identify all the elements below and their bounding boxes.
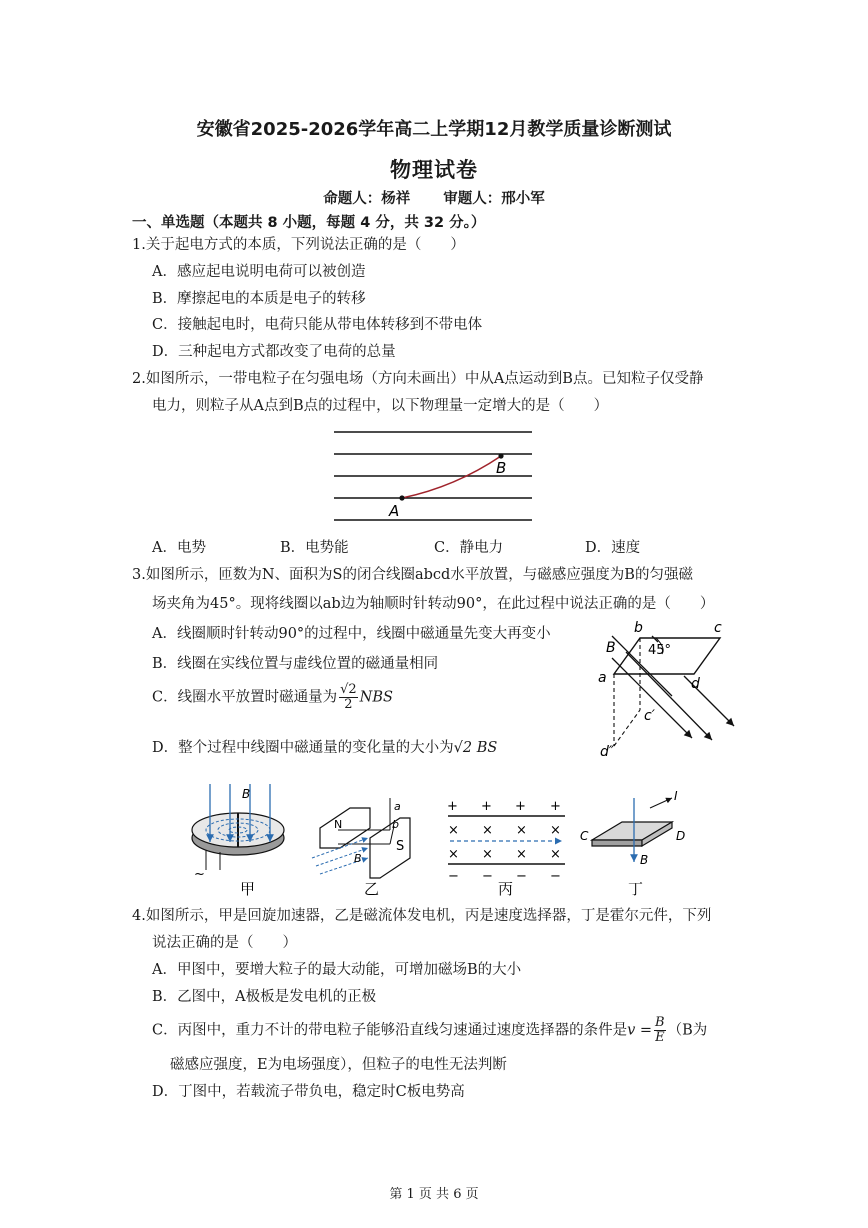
q3-option-c-fraction	[339, 683, 358, 712]
hall-element-figure	[580, 789, 685, 867]
vertex-c-label: c	[714, 620, 722, 636]
svg-text:−: −	[516, 869, 527, 884]
q1-option-d: D．三种起电方式都改变了电荷的总量	[152, 344, 396, 360]
q3-stem-line1: 3.如图所示，匝数为N、面积为S的闭合线圈abcd水平放置，与磁感应强度为B的匀强磁	[132, 567, 693, 583]
field-b-label: B	[606, 640, 616, 656]
q4-option-c-line2: 磁感应强度，E为电场强度），但粒子的电性无法判断	[170, 1057, 507, 1073]
angle-label: 45°	[648, 643, 672, 658]
svg-text:×: ×	[516, 823, 527, 838]
svg-text:×: ×	[448, 847, 459, 862]
q3-option-c-symbols: NBS	[359, 689, 393, 706]
vertex-a-label: a	[598, 670, 607, 686]
q2-stem-line2: 电力，则粒子从A点到B点的过程中，以下物理量一定增大的是（ ）	[152, 398, 609, 414]
terminal-b-label: b	[392, 818, 399, 831]
point-b-label: B	[496, 459, 507, 477]
q3-option-d	[152, 736, 497, 757]
q4-option-d: D．丁图中，若载流子带负电，稳定时C板电势高	[152, 1084, 465, 1100]
exam-title: 安徽省2025-2026学年高二上学期12月教学质量诊断测试	[196, 119, 672, 140]
q1-stem: 1.关于起电方式的本质，下列说法正确的是（ ）	[132, 237, 465, 253]
cyclotron-figure	[192, 784, 284, 882]
q2-field-figure	[330, 425, 540, 530]
fraction-denominator: 2	[344, 697, 353, 712]
svg-text:×: ×	[482, 823, 493, 838]
q3-option-a: A．线圈顺时针转动90°的过程中，线圈中磁通量先变大再变小	[152, 626, 551, 642]
section-heading: 一、单选题（本题共 8 小题，每题 4 分，共 32 分。）	[132, 215, 486, 231]
figure-label-yi: 乙	[364, 880, 380, 898]
q4-stem-line2: 说法正确的是（ ）	[152, 935, 297, 951]
page-footer: 第 1 页 共 6 页	[389, 1187, 479, 1202]
svg-text:−: −	[550, 869, 561, 884]
mhd-b-label: B	[354, 852, 362, 865]
figure-label-ding: 丁	[628, 880, 644, 898]
q3-option-b: B．线圈在实线位置与虚线位置的磁通量相同	[152, 656, 439, 672]
svg-text:×: ×	[448, 823, 459, 838]
svg-text:+: +	[481, 799, 492, 814]
q3-option-c-text: C．线圈水平放置时磁通量为	[152, 689, 338, 706]
q2-option-d: D．速度	[585, 540, 641, 556]
svg-text:+: +	[447, 799, 458, 814]
svg-text:×: ×	[516, 847, 527, 862]
authors-line	[0, 187, 868, 208]
q3-option-c	[152, 683, 393, 712]
q2-option-a: A．电势	[152, 540, 206, 556]
setter: 命题人：杨祥	[323, 191, 411, 207]
q4-option-c	[152, 1016, 707, 1045]
terminal-a-label: a	[394, 800, 401, 813]
ac-source-label: ~	[194, 867, 205, 882]
subject-title: 物理试卷	[390, 158, 478, 182]
plate-c-label: C	[580, 829, 589, 843]
svg-text:×: ×	[550, 847, 561, 862]
q4-option-b: B．乙图中，A极板是发电机的正极	[152, 989, 377, 1005]
svg-text:+: +	[550, 799, 561, 814]
plate-d-label: D	[676, 829, 686, 843]
q4-option-c-note: （B为	[667, 1022, 708, 1039]
fraction-numerator: √2	[340, 682, 357, 697]
mhd-generator-figure	[312, 798, 410, 878]
fraction-denominator: E	[655, 1030, 665, 1045]
figure-label-jia: 甲	[240, 880, 256, 898]
svg-text:−: −	[448, 869, 459, 884]
velocity-selector-figure	[447, 799, 565, 884]
q2-option-b: B．电势能	[280, 540, 349, 556]
figure-label-bing: 丙	[498, 880, 514, 898]
svg-text:−: −	[482, 869, 493, 884]
q2-stem-line1: 2.如图所示，一带电粒子在匀强电场（方向未画出）中从A点运动到B点。已知粒子仅受静	[132, 371, 704, 387]
svg-text:+: +	[515, 799, 526, 814]
fraction-numerator: B	[655, 1015, 665, 1030]
cyclotron-b-label: B	[242, 787, 251, 801]
svg-text:×: ×	[550, 823, 561, 838]
q3-stem-line2: 场夹角为45°。现将线圈以ab边为轴顺时针转动90°，在此过程中说法正确的是（ ）	[152, 596, 715, 612]
vertex-c-prime-label: c′	[644, 708, 655, 724]
svg-text:×: ×	[482, 847, 493, 862]
vertex-b-label: b	[634, 620, 643, 636]
reviewer: 审题人：邢小军	[443, 191, 545, 207]
q3-coil-figure	[592, 618, 747, 763]
point-a-label: A	[389, 502, 400, 520]
q1-option-c: C．接触起电时，电荷只能从带电体转移到不带电体	[152, 317, 483, 333]
q2-option-c: C．静电力	[434, 540, 504, 556]
q3-option-d-symbols: √2 BS	[453, 740, 498, 756]
q4-figure-row	[180, 778, 700, 900]
north-pole-label: N	[334, 818, 343, 831]
q4-stem-line1: 4.如图所示，甲是回旋加速器，乙是磁流体发电机，丙是速度选择器，丁是霍尔元件，下列	[132, 908, 712, 924]
q1-option-b: B．摩擦起电的本质是电子的转移	[152, 291, 366, 307]
vertex-d-double-prime-label: d″	[600, 744, 615, 760]
velocity-symbol: v =	[627, 1022, 653, 1039]
q1-option-a: A．感应起电说明电荷可以被创造	[152, 264, 366, 280]
q4-option-c-fraction	[654, 1016, 666, 1045]
q4-option-a: A．甲图中，要增大粒子的最大动能，可增加磁场B的大小	[152, 962, 522, 978]
hall-b-label: B	[640, 853, 649, 867]
vertex-d-label: d	[691, 676, 700, 692]
south-pole-label: S	[396, 839, 405, 854]
q3-option-d-text: D．整个过程中线圈中磁通量的变化量的大小为	[152, 740, 454, 756]
current-i-label: I	[674, 789, 678, 803]
q4-option-c-text: C．丙图中，重力不计的带电粒子能够沿直线匀速通过速度选择器的条件是	[152, 1022, 628, 1039]
